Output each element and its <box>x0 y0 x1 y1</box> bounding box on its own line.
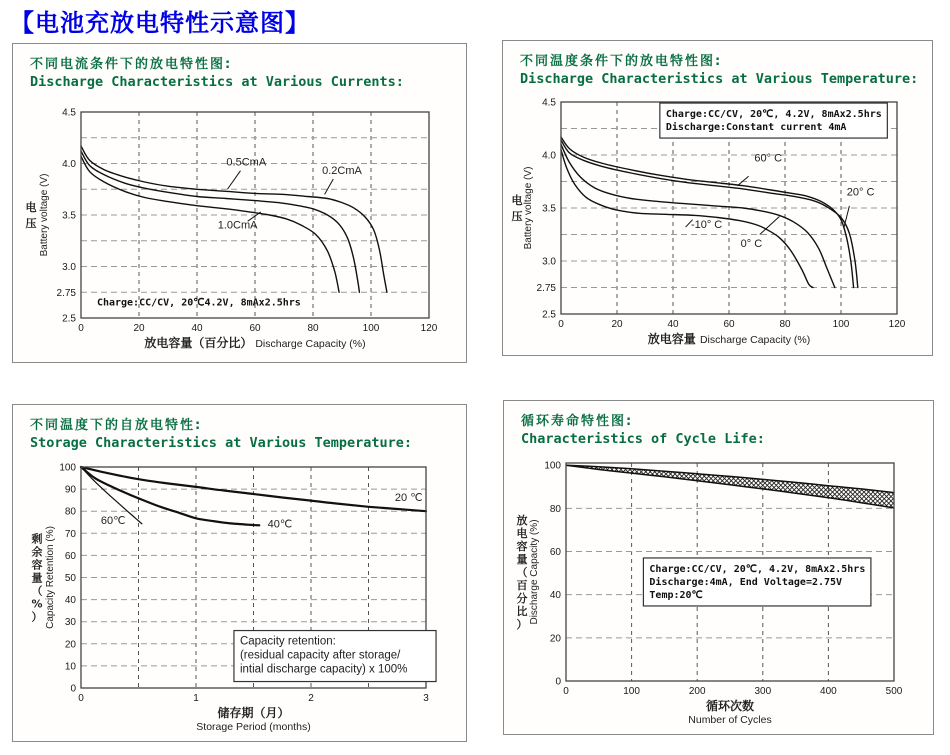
svg-text:）: ） <box>31 610 43 624</box>
chart-discharge-currents <box>13 96 468 361</box>
svg-text:Discharge Capacity (%): Discharge Capacity (%) <box>529 519 540 625</box>
svg-text:Charge:CC/CV, 20℃, 4.2V, 8mAx2: Charge:CC/CV, 20℃, 4.2V, 8mAx2.5hrs <box>665 109 882 121</box>
svg-text:4.5: 4.5 <box>542 97 556 109</box>
panel-discharge-currents <box>12 43 467 363</box>
svg-text:60: 60 <box>549 546 561 558</box>
svg-text:电: 电 <box>516 527 528 540</box>
svg-text:20: 20 <box>549 633 561 645</box>
svg-text:2.75: 2.75 <box>56 287 76 299</box>
chart-title-cn: 不同温度条件下的放电特性图: <box>520 54 723 69</box>
svg-text:分: 分 <box>516 592 528 605</box>
svg-text:0: 0 <box>555 676 561 688</box>
svg-text:循环次数: 循环次数 <box>705 699 755 713</box>
svg-text:10: 10 <box>64 661 76 673</box>
svg-text:容: 容 <box>516 540 528 553</box>
svg-text:Battery voltage (V): Battery voltage (V) <box>39 173 50 257</box>
svg-text:（: （ <box>516 566 528 579</box>
panel-discharge-temperature <box>502 40 933 356</box>
svg-text:剩: 剩 <box>31 532 43 546</box>
svg-text:百: 百 <box>516 579 528 592</box>
svg-text:60: 60 <box>249 323 261 334</box>
svg-text:量: 量 <box>31 571 43 585</box>
svg-text:3.5: 3.5 <box>62 210 76 222</box>
svg-text:3.0: 3.0 <box>542 256 556 268</box>
svg-text:电: 电 <box>511 194 523 207</box>
svg-text:3.0: 3.0 <box>62 262 76 273</box>
svg-text:2: 2 <box>308 693 314 704</box>
chart-title-cn: 循环寿命特性图: <box>521 414 634 429</box>
svg-text:40: 40 <box>64 595 76 607</box>
chart-title-cn: 不同电流条件下的放电特性图: <box>30 57 233 72</box>
svg-text:Battery voltage (V): Battery voltage (V) <box>523 166 534 250</box>
svg-text:20° C: 20° C <box>846 186 875 199</box>
chart-discharge-temperature <box>503 93 932 355</box>
svg-text:90: 90 <box>64 484 76 496</box>
svg-text:2.5: 2.5 <box>62 313 76 325</box>
svg-text:放电容量（百分比） Discharge Capacity (: 放电容量（百分比） Discharge Capacity (%) <box>144 336 366 350</box>
svg-text:(residual capacity after stora: (residual capacity after storage/ <box>239 649 401 662</box>
panel-cycle-life <box>503 400 934 735</box>
svg-text:0.2CmA: 0.2CmA <box>322 164 362 177</box>
svg-text:放电容量 Discharge Capacity (%): 放电容量 Discharge Capacity (%) <box>647 332 811 346</box>
svg-text:100: 100 <box>623 686 640 697</box>
svg-text:30: 30 <box>64 617 76 629</box>
chart-cycle-life <box>504 456 933 734</box>
svg-text:20: 20 <box>64 639 76 651</box>
svg-text:%: % <box>31 597 43 611</box>
svg-text:40: 40 <box>667 319 679 330</box>
svg-text:0: 0 <box>78 693 84 704</box>
svg-text:）: ） <box>516 618 528 631</box>
svg-text:4.0: 4.0 <box>542 150 556 162</box>
svg-text:2.75: 2.75 <box>536 283 556 294</box>
svg-text:60: 60 <box>723 319 735 330</box>
svg-text:80: 80 <box>779 319 791 330</box>
svg-text:Capacity retention:: Capacity retention: <box>239 635 336 648</box>
svg-text:200: 200 <box>688 686 706 697</box>
svg-text:0: 0 <box>558 319 564 330</box>
svg-text:60℃: 60℃ <box>100 515 126 528</box>
page-title: 【电池充放电特性示意图】 <box>10 9 310 37</box>
svg-text:80: 80 <box>64 506 76 518</box>
svg-text:Discharge:Constant current 4mA: Discharge:Constant current 4mA <box>665 122 847 134</box>
svg-text:4.0: 4.0 <box>62 159 76 170</box>
svg-text:（: （ <box>31 584 43 598</box>
svg-text:Discharge:4mA, End Voltage=2.7: Discharge:4mA, End Voltage=2.75V <box>649 576 843 588</box>
svg-text:比: 比 <box>516 605 528 618</box>
svg-text:2.5: 2.5 <box>542 309 556 321</box>
svg-text:Temp:20℃: Temp:20℃ <box>649 589 703 601</box>
svg-text:量: 量 <box>516 553 528 566</box>
svg-text:压: 压 <box>511 210 523 223</box>
svg-text:0: 0 <box>70 683 76 695</box>
svg-text:80: 80 <box>307 323 319 334</box>
svg-text:300: 300 <box>754 686 772 697</box>
chart-title-en: Discharge Characteristics at Various Temperature: <box>520 71 919 87</box>
svg-text:放: 放 <box>516 514 528 527</box>
svg-text:0.5CmA: 0.5CmA <box>226 156 267 169</box>
svg-text:1: 1 <box>193 693 199 704</box>
svg-text:3.5: 3.5 <box>542 203 556 215</box>
svg-text:Number of Cycles: Number of Cycles <box>688 714 772 726</box>
svg-text:50: 50 <box>64 573 76 584</box>
svg-text:4.5: 4.5 <box>62 107 76 119</box>
svg-text:Capacity Retention (%): Capacity Retention (%) <box>45 526 56 629</box>
svg-text:20 ℃: 20 ℃ <box>394 492 423 505</box>
svg-text:储存期（月）: 储存期（月） <box>217 706 290 720</box>
svg-text:400: 400 <box>820 686 837 697</box>
svg-text:120: 120 <box>420 323 438 334</box>
panel-storage-characteristics <box>12 404 467 742</box>
chart-title-en: Discharge Characteristics at Various Currents: <box>30 74 404 90</box>
svg-text:Storage Period (months): Storage Period (months) <box>196 721 311 733</box>
svg-text:500: 500 <box>885 686 903 697</box>
svg-text:60° C: 60° C <box>754 152 783 165</box>
svg-text:100: 100 <box>544 460 561 472</box>
svg-text:-10° C: -10° C <box>690 219 723 232</box>
svg-text:1.0CmA: 1.0CmA <box>217 219 258 232</box>
chart-storage-characteristics <box>13 455 466 743</box>
svg-text:容: 容 <box>31 558 43 572</box>
svg-text:80: 80 <box>549 503 561 515</box>
svg-text:40: 40 <box>191 323 203 334</box>
svg-text:20: 20 <box>133 323 145 334</box>
svg-text:0° C: 0° C <box>740 238 763 251</box>
svg-text:20: 20 <box>611 319 623 330</box>
chart-title-en: Storage Characteristics at Various Temperature: <box>30 435 413 451</box>
svg-text:60: 60 <box>64 550 76 562</box>
svg-text:70: 70 <box>64 528 76 540</box>
svg-text:100: 100 <box>59 462 76 474</box>
svg-text:120: 120 <box>888 319 906 330</box>
chart-title-en: Characteristics of Cycle Life: <box>521 431 765 447</box>
svg-text:Charge:CC/CV, 20℃4.2V, 8mAx2.5: Charge:CC/CV, 20℃4.2V, 8mAx2.5hrs <box>96 297 301 309</box>
svg-text:40: 40 <box>549 590 561 602</box>
chart-title-cn: 不同温度下的自放电特性: <box>30 418 203 433</box>
svg-text:压: 压 <box>25 217 37 230</box>
svg-text:0: 0 <box>563 686 569 697</box>
svg-text:100: 100 <box>832 319 850 330</box>
svg-text:40℃: 40℃ <box>267 518 293 531</box>
svg-text:电: 电 <box>25 201 37 214</box>
svg-text:100: 100 <box>362 323 380 334</box>
svg-text:intial discharge capacity) x 1: intial discharge capacity) x 100% <box>239 663 408 676</box>
svg-text:Charge:CC/CV, 20℃, 4.2V, 8mAx2: Charge:CC/CV, 20℃, 4.2V, 8mAx2.5hrs <box>649 563 866 575</box>
svg-text:0: 0 <box>78 323 84 334</box>
svg-text:3: 3 <box>423 693 429 704</box>
svg-text:余: 余 <box>31 545 43 559</box>
